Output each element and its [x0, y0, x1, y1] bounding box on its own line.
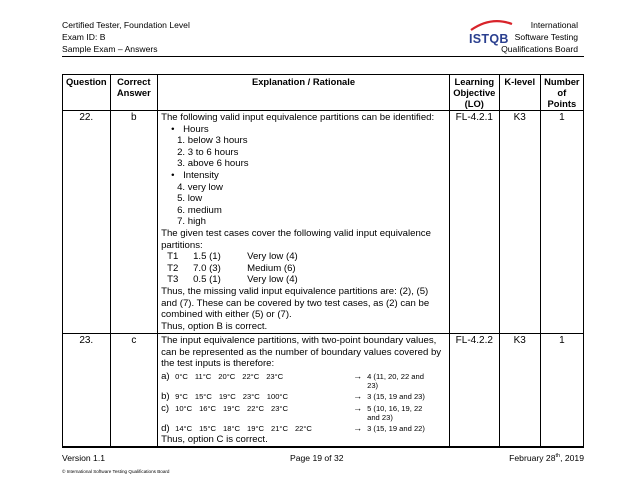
boundary-option: b) 9°C 15°C 19°C 23°C 100°C → 3 (15, 19 and 23) — [161, 391, 425, 403]
col-explanation: Explanation / Rationale — [158, 75, 450, 111]
test-case-row: T3 0.5 (1) Very low (4) — [167, 274, 298, 286]
list-item: 3. above 6 hours — [177, 158, 249, 170]
footer-version: Version 1.1 — [62, 453, 105, 463]
list-item: 6. medium — [177, 204, 222, 216]
header-right — [501, 19, 578, 55]
arrow-icon: → — [353, 403, 363, 414]
correct-answer: c — [110, 334, 158, 447]
bullet-item: • Intensity — [171, 169, 219, 181]
table-row — [63, 334, 584, 447]
table-row — [63, 111, 584, 334]
footer-page-number: Page 19 of 32 — [290, 453, 344, 463]
points: 1 — [540, 334, 583, 447]
points: 1 — [540, 111, 583, 334]
question-number: 22. — [63, 111, 111, 334]
k-level: K3 — [499, 111, 540, 334]
table-header-row — [63, 75, 584, 111]
test-case-row: T1 1.5 (1) Very low (4) — [167, 251, 298, 263]
header-divider — [62, 56, 584, 57]
bullet-icon: • — [171, 123, 175, 135]
footer-divider — [62, 446, 584, 447]
list-item: 2. 3 to 6 hours — [177, 146, 239, 158]
col-question: Question — [63, 75, 111, 111]
header-right-line: Qualifications Board — [501, 44, 578, 54]
header-left-line: Exam ID: B — [62, 32, 106, 42]
header-right-line: Software Testing — [514, 32, 578, 42]
arrow-icon: → — [353, 391, 363, 402]
list-item: 1. below 3 hours — [177, 135, 248, 147]
answers-table — [62, 74, 584, 448]
boundary-option: a) 0°C 11°C 20°C 22°C 23°C → 4 (11, 20, 22 and 23) — [161, 371, 424, 391]
list-item: 7. high — [177, 216, 206, 228]
col-k-level: K-level — [499, 75, 540, 111]
conclusion: Thus, the missing valid input equivalence partitions are: (2), (5) and (7). These can be covered by two test cases, as (2) can be combined with either (5) or (7). — [161, 285, 430, 321]
bullet-icon: • — [171, 169, 175, 181]
header-right-line: International — [530, 20, 578, 30]
k-level: K3 — [499, 334, 540, 447]
learning-objective: FL-4.2.2 — [449, 334, 499, 447]
header-left — [62, 19, 190, 55]
tests-intro: The given test cases cover the following valid input equivalence partitions: — [161, 227, 431, 251]
learning-objective: FL-4.2.1 — [449, 111, 499, 334]
arrow-icon: → — [353, 423, 363, 434]
final-answer: Thus, option C is correct. — [161, 434, 268, 446]
explanation-intro: The following valid input equivalence partitions can be identified: — [161, 112, 435, 123]
header-left-line: Sample Exam – Answers — [62, 44, 158, 54]
explanation — [158, 334, 450, 447]
explanation — [158, 111, 450, 334]
test-case-row: T2 7.0 (3) Medium (6) — [167, 262, 296, 274]
final-answer: Thus, option B is correct. — [161, 320, 268, 332]
bullet-item: • Hours — [171, 123, 209, 135]
header-left-line: Certified Tester, Foundation Level — [62, 20, 190, 30]
boundary-option: d) 14°C 15°C 18°C 19°C 21°C 22°C → 3 (15, 19 and 22) — [161, 423, 425, 435]
col-learning-objective: Learning Objective (LO) — [449, 75, 499, 111]
footer-copyright: © International Software Testing Qualifications Board — [62, 469, 170, 474]
correct-answer: b — [110, 111, 158, 334]
logo-text: ISTQB — [469, 32, 509, 46]
explanation-intro: The input equivalence partitions, with two-point boundary values, can be represented as the number of boundary values covered by the test inputs is therefore: — [161, 335, 442, 370]
arrow-icon: → — [353, 371, 363, 382]
list-item: 4. very low — [177, 181, 223, 193]
footer-date: February 28th, 2019 — [509, 453, 584, 463]
list-item: 5. low — [177, 193, 203, 205]
boundary-option: c) 10°C 16°C 19°C 22°C 23°C → 5 (10, 16, 19, 22 and 23) — [161, 403, 423, 423]
col-correct-answer: Correct Answer — [110, 75, 158, 111]
question-number: 23. — [63, 334, 111, 447]
col-points: Number of Points — [540, 75, 583, 111]
